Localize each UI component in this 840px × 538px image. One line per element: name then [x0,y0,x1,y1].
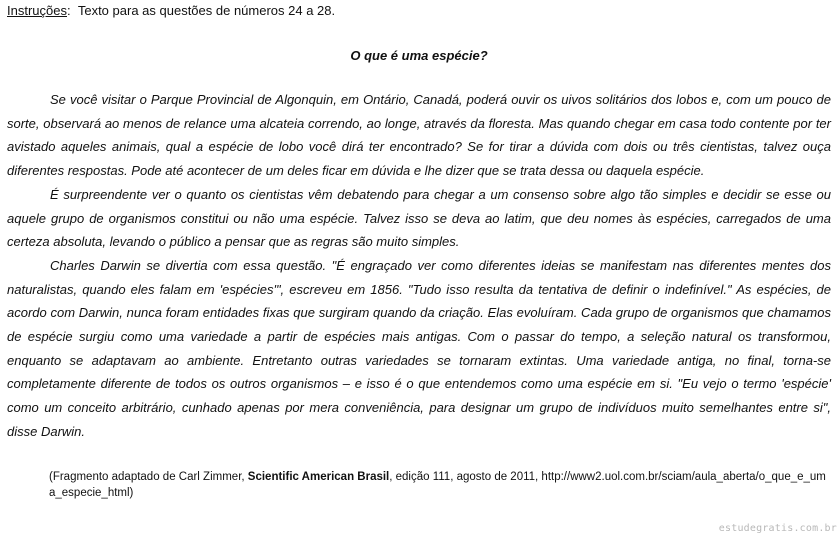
text-body [7,88,831,444]
watermark: estudegratis.com.br [718,523,837,534]
source-publication: Scientific American Brasil [247,471,390,483]
source-suffix: , edição 111, agosto de 2011, http://www2.uol.com.br/sciam/aula_aberta/o_que_e_uma_especie_html) [49,471,826,499]
paragraph: É surpreendente ver o quanto os cientistas vêm debatendo para chegar a um consenso sobre algo tão simples e decidir se esse ou aquele grupo de organismos constitui ou não uma espécie. Talvez isso se deva ao latim, que deu nomes às espécies, carregados de uma certeza absoluta, levando o público a pensar que as regras são muito simples. [7,186,831,250]
instructions-line [7,3,335,19]
text-title: O que é uma espécie? [350,48,488,63]
instructions-text: Texto para as questões de números 24 a 28. [77,3,336,18]
instructions-label: Instruções [7,3,67,18]
instructions-separator: : [66,3,71,18]
source-citation [49,469,831,501]
source-prefix: (Fragmento adaptado de Carl Zimmer, [49,471,248,483]
paragraph: Charles Darwin se divertia com essa questão. "É engraçado ver como diferentes ideias se manifestam nas diferentes mentes dos naturalistas, quando eles falam em 'espécies'", escreveu em 1856. "Tudo isso resulta da tentativa de definir o indefinível." As espécies, de acordo com Darwin, nunca foram entidades fixas que surgiram quando da criação. Elas evoluíram. Cada grupo de organismos que chamamos de espécie surgiu como uma variedade a partir de espécies mais antigas. Com o passar do tempo, a seleção natural os transformou, enquanto se adaptavam ao ambiente. Entretanto outras variedades se tornaram extintas. Uma variedade antiga, no final, torna-se completamente diferente de todos os outros organismos – e isso é o que entendemos como uma espécie em si. "Eu vejo o termo 'espécie' como um conceito arbitrário, cunhado apenas por mera conveniência, para designar um grupo de indivíduos muito semelhantes entre si", disse Darwin. [7,257,831,439]
paragraph: Se você visitar o Parque Provincial de Algonquin, em Ontário, Canadá, poderá ouvir os uivos solitários dos lobos e, com um pouco de sorte, observará ao menos de relance uma alcateia correndo, ao longe, através da floresta. Mas quando chegar em casa todo contente por ter avistado aqueles animais, qual a espécie de lobo você dirá ter encontrado? Se for tirar a dúvida com dois ou três cientistas, talvez ouça diferentes respostas. Pode até acontecer de um deles ficar em dúvida e lhe dizer que se trata dessa ou daquela espécie. [7,92,831,179]
